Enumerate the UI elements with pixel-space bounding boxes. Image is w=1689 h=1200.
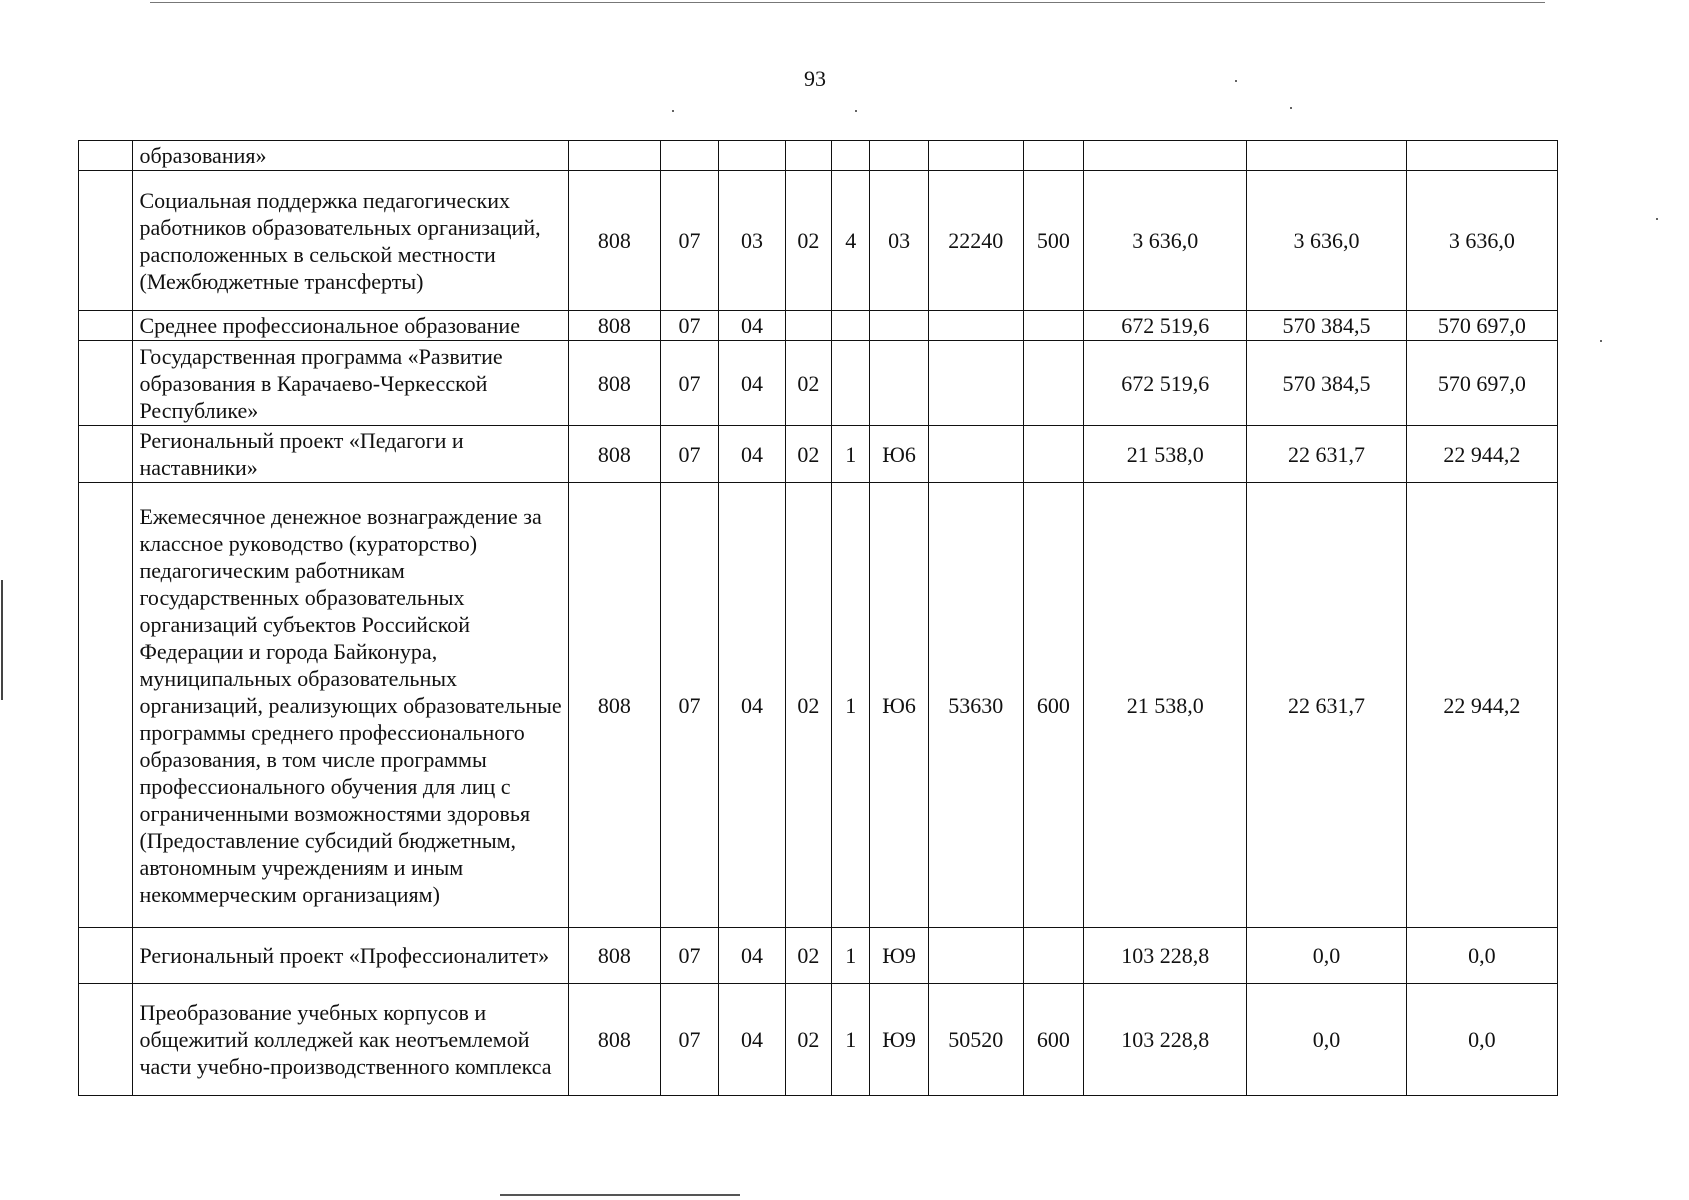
scan-speck	[1235, 80, 1237, 82]
expense-type-code: 600	[1023, 984, 1083, 1096]
subprogram-code: 1	[832, 483, 870, 928]
row-marker-cell	[79, 426, 133, 483]
amount-year-3: 570 697,0	[1406, 341, 1557, 426]
page-number: 93	[804, 66, 826, 91]
ministry-code: 808	[568, 928, 660, 984]
subsection-code: 04	[719, 928, 786, 984]
amount-year-1: 672 519,6	[1084, 341, 1247, 426]
amount-year-3: 570 697,0	[1406, 311, 1557, 341]
amount-year-1: 21 538,0	[1084, 426, 1247, 483]
table-row	[79, 426, 1558, 483]
section-code: 07	[660, 483, 718, 928]
program-code: 02	[785, 341, 831, 426]
scan-artifact-top-line	[150, 2, 1545, 3]
program-code: 02	[785, 928, 831, 984]
row-marker-cell	[79, 311, 133, 341]
row-marker-cell	[79, 928, 133, 984]
subprogram-code	[832, 141, 870, 171]
amount-year-2: 0,0	[1247, 984, 1406, 1096]
expense-type-code: 600	[1023, 483, 1083, 928]
scan-speck	[1656, 218, 1658, 220]
scan-speck	[672, 110, 674, 112]
program-code: 02	[785, 984, 831, 1096]
subprogram-code: 1	[832, 984, 870, 1096]
scan-artifact-left-edge	[1, 580, 3, 700]
table-row	[79, 141, 1558, 171]
expense-type-code	[1023, 426, 1083, 483]
direction-code	[928, 311, 1023, 341]
scan-artifact-bottom-line	[500, 1194, 740, 1196]
ministry-code: 808	[568, 341, 660, 426]
expense-type-code	[1023, 141, 1083, 171]
project-code: Ю6	[870, 426, 928, 483]
section-code: 07	[660, 341, 718, 426]
direction-code	[928, 928, 1023, 984]
amount-year-3: 0,0	[1406, 928, 1557, 984]
expense-type-code: 500	[1023, 171, 1083, 311]
project-code: Ю6	[870, 483, 928, 928]
project-code: 03	[870, 171, 928, 311]
amount-year-3	[1406, 141, 1557, 171]
amount-year-1: 21 538,0	[1084, 483, 1247, 928]
subprogram-code: 1	[832, 928, 870, 984]
expense-type-code	[1023, 341, 1083, 426]
amount-year-2: 570 384,5	[1247, 341, 1406, 426]
item-name: Региональный проект «Педагоги и наставники»	[133, 426, 569, 483]
amount-year-3: 0,0	[1406, 984, 1557, 1096]
direction-code: 50520	[928, 984, 1023, 1096]
scan-speck	[1290, 107, 1292, 109]
subsection-code	[719, 141, 786, 171]
table-row	[79, 928, 1558, 984]
row-marker-cell	[79, 141, 133, 171]
row-marker-cell	[79, 984, 133, 1096]
subsection-code: 04	[719, 426, 786, 483]
amount-year-1: 672 519,6	[1084, 311, 1247, 341]
subsection-code: 04	[719, 483, 786, 928]
item-name: Региональный проект «Профессионалитет»	[133, 928, 569, 984]
item-name: Ежемесячное денежное вознаграждение за классное руководство (кураторство) педагогическим работникам государственных образовательных организаций субъектов Российской Федерации и города Байконура, муниципальных образовательных организаций, реализующих образовательные программы среднего профессионального образования, в том числе программы профессионального обучения для лиц с ограниченными возможностями здоровья (Предоставление субсидий бюджетным, автономным учреждениям и иным некоммерческим организациям)	[133, 483, 569, 928]
direction-code	[928, 426, 1023, 483]
amount-year-1: 103 228,8	[1084, 984, 1247, 1096]
subsection-code: 03	[719, 171, 786, 311]
amount-year-2: 3 636,0	[1247, 171, 1406, 311]
program-code	[785, 141, 831, 171]
subprogram-code	[832, 341, 870, 426]
amount-year-3: 22 944,2	[1406, 483, 1557, 928]
budget-table-body	[79, 141, 1558, 1096]
row-marker-cell	[79, 341, 133, 426]
program-code: 02	[785, 483, 831, 928]
budget-table	[78, 140, 1558, 1096]
amount-year-2: 22 631,7	[1247, 483, 1406, 928]
section-code: 07	[660, 171, 718, 311]
program-code: 02	[785, 171, 831, 311]
subsection-code: 04	[719, 311, 786, 341]
amount-year-1: 3 636,0	[1084, 171, 1247, 311]
direction-code	[928, 141, 1023, 171]
ministry-code: 808	[568, 426, 660, 483]
amount-year-2: 0,0	[1247, 928, 1406, 984]
table-row	[79, 311, 1558, 341]
ministry-code: 808	[568, 984, 660, 1096]
expense-type-code	[1023, 928, 1083, 984]
program-code: 02	[785, 426, 831, 483]
project-code	[870, 341, 928, 426]
table-row	[79, 984, 1558, 1096]
scan-speck	[1600, 340, 1602, 342]
table-row	[79, 483, 1558, 928]
amount-year-1	[1084, 141, 1247, 171]
ministry-code	[568, 141, 660, 171]
ministry-code: 808	[568, 171, 660, 311]
amount-year-3: 3 636,0	[1406, 171, 1557, 311]
row-marker-cell	[79, 483, 133, 928]
project-code: Ю9	[870, 928, 928, 984]
direction-code: 53630	[928, 483, 1023, 928]
item-name: Государственная программа «Развитие образования в Карачаево-Черкесской Республике»	[133, 341, 569, 426]
amount-year-3: 22 944,2	[1406, 426, 1557, 483]
direction-code: 22240	[928, 171, 1023, 311]
subsection-code: 04	[719, 984, 786, 1096]
table-row	[79, 171, 1558, 311]
amount-year-2: 570 384,5	[1247, 311, 1406, 341]
item-name: Социальная поддержка педагогических работников образовательных организаций, расположенных в сельской местности (Межбюджетные трансферты)	[133, 171, 569, 311]
subprogram-code: 1	[832, 426, 870, 483]
ministry-code: 808	[568, 483, 660, 928]
item-name: образования»	[133, 141, 569, 171]
subprogram-code	[832, 311, 870, 341]
table-row	[79, 341, 1558, 426]
section-code: 07	[660, 984, 718, 1096]
amount-year-2: 22 631,7	[1247, 426, 1406, 483]
subsection-code: 04	[719, 341, 786, 426]
project-code: Ю9	[870, 984, 928, 1096]
row-marker-cell	[79, 171, 133, 311]
direction-code	[928, 341, 1023, 426]
amount-year-1: 103 228,8	[1084, 928, 1247, 984]
section-code: 07	[660, 426, 718, 483]
section-code: 07	[660, 311, 718, 341]
expense-type-code	[1023, 311, 1083, 341]
amount-year-2	[1247, 141, 1406, 171]
subprogram-code: 4	[832, 171, 870, 311]
section-code	[660, 141, 718, 171]
section-code: 07	[660, 928, 718, 984]
program-code	[785, 311, 831, 341]
item-name: Среднее профессиональное образование	[133, 311, 569, 341]
project-code	[870, 141, 928, 171]
scan-speck	[855, 110, 857, 112]
ministry-code: 808	[568, 311, 660, 341]
item-name: Преобразование учебных корпусов и общежитий колледжей как неотъемлемой части учебно-производственного комплекса	[133, 984, 569, 1096]
project-code	[870, 311, 928, 341]
